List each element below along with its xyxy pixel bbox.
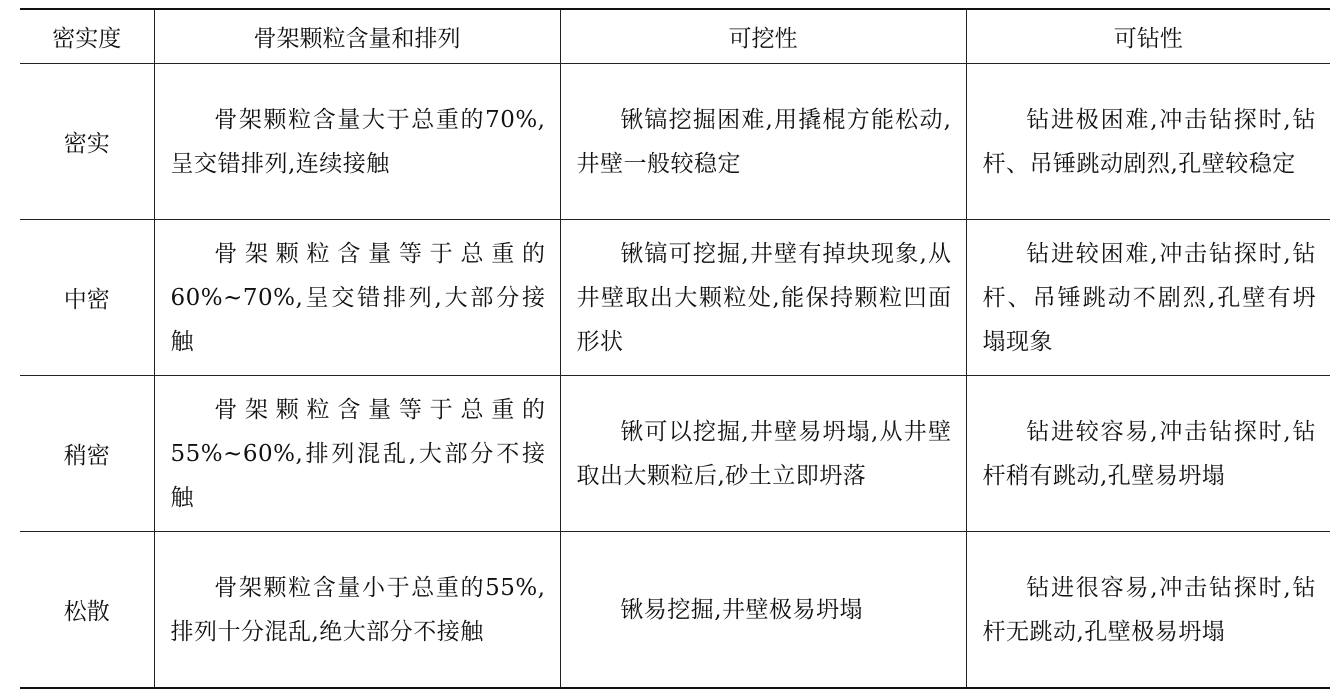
diggability-cell: 锹可以挖掘,井壁易坍塌,从井壁取出大颗粒后,砂土立即坍落: [560, 376, 966, 532]
arrangement-cell: 骨架颗粒含量等于总重的60%~70%,呈交错排列,大部分接触: [154, 220, 560, 376]
table-row: [20, 376, 1330, 532]
arrangement-cell: 骨架颗粒含量小于总重的55%,排列十分混乱,绝大部分不接触: [154, 532, 560, 689]
density-grade-cell: 稍密: [20, 376, 154, 532]
table-row: [20, 220, 1330, 376]
diggability-cell: 锹镐可挖掘,井壁有掉块现象,从井壁取出大颗粒处,能保持颗粒凹面形状: [560, 220, 966, 376]
arrangement-cell: 骨架颗粒含量大于总重的70%,呈交错排列,连续接触: [154, 64, 560, 220]
table-row: [20, 532, 1330, 689]
drillability-cell: 钻进很容易,冲击钻探时,钻杆无跳动,孔壁极易坍塌: [966, 532, 1330, 689]
header-row: [20, 9, 1330, 64]
header-arrangement: 骨架颗粒含量和排列: [154, 9, 560, 64]
density-classification-table: [20, 8, 1330, 689]
header-density: 密实度: [20, 9, 154, 64]
header-diggability: 可挖性: [560, 9, 966, 64]
drillability-cell: 钻进极困难,冲击钻探时,钻杆、吊锤跳动剧烈,孔壁较稳定: [966, 64, 1330, 220]
arrangement-cell: 骨架颗粒含量等于总重的55%~60%,排列混乱,大部分不接触: [154, 376, 560, 532]
table-row: [20, 64, 1330, 220]
diggability-cell: 锹镐挖掘困难,用撬棍方能松动,井壁一般较稳定: [560, 64, 966, 220]
drillability-cell: 钻进较容易,冲击钻探时,钻杆稍有跳动,孔壁易坍塌: [966, 376, 1330, 532]
drillability-cell: 钻进较困难,冲击钻探时,钻杆、吊锤跳动不剧烈,孔壁有坍塌现象: [966, 220, 1330, 376]
header-drillability: 可钻性: [966, 9, 1330, 64]
density-grade-cell: 松散: [20, 532, 154, 689]
density-grade-cell: 中密: [20, 220, 154, 376]
diggability-cell: 锹易挖掘,井壁极易坍塌: [560, 532, 966, 689]
density-grade-cell: 密实: [20, 64, 154, 220]
